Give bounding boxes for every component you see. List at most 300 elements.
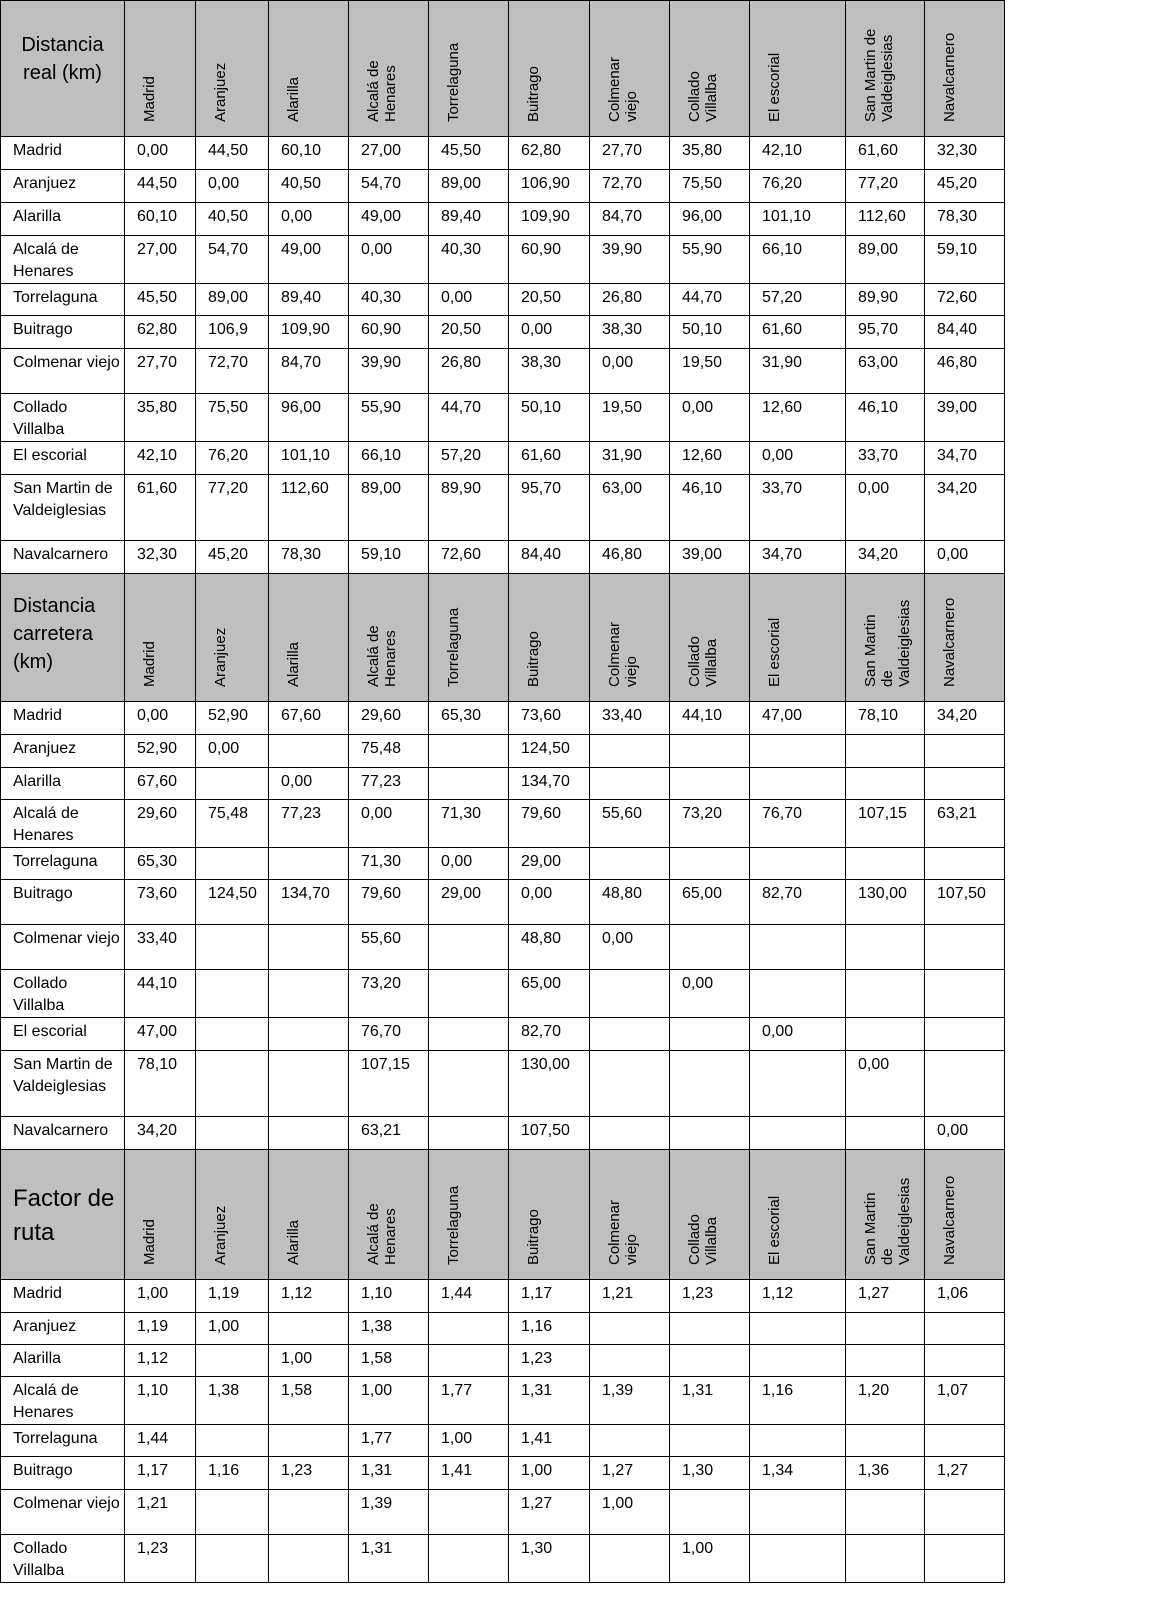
table-cell: 20,50 xyxy=(429,316,509,349)
table-cell: 0,00 xyxy=(670,394,750,442)
row-label: Navalcarnero xyxy=(1,1117,125,1150)
row-label: Collado Villalba xyxy=(1,970,125,1018)
table-cell: 27,70 xyxy=(125,349,196,394)
table-cell: 27,00 xyxy=(125,236,196,284)
section-header-row xyxy=(1,1150,1005,1280)
table-cell: 39,00 xyxy=(925,394,1005,442)
table-cell: 1,21 xyxy=(125,1490,196,1535)
table-cell xyxy=(269,1313,349,1345)
table-cell xyxy=(750,1051,846,1117)
row-label: San Martin de Valdeiglesias xyxy=(1,1051,125,1117)
table-cell: 106,9 xyxy=(196,316,269,349)
row-label: Buitrago xyxy=(1,316,125,349)
table-cell: 27,00 xyxy=(349,137,429,170)
column-header-line: El escorial xyxy=(766,52,783,122)
table-cell: 89,90 xyxy=(429,475,509,541)
table-cell: 1,44 xyxy=(125,1425,196,1457)
table-cell: 34,20 xyxy=(125,1117,196,1150)
table-cell: 1,12 xyxy=(125,1345,196,1377)
column-header-line: Aranjuez xyxy=(212,627,229,687)
table-cell: 0,00 xyxy=(670,970,750,1018)
table-cell: 1,00 xyxy=(196,1313,269,1345)
table-cell: 1,00 xyxy=(670,1535,750,1583)
table-cell: 55,90 xyxy=(349,394,429,442)
table-cell xyxy=(846,1018,925,1051)
table-cell xyxy=(670,1018,750,1051)
table-cell xyxy=(196,768,269,800)
table-cell: 33,40 xyxy=(125,925,196,970)
column-header-alcala-de-henares xyxy=(349,574,429,702)
table-row xyxy=(1,316,1005,349)
table-cell: 39,00 xyxy=(670,541,750,574)
table-cell: 112,60 xyxy=(269,475,349,541)
table-cell: 67,60 xyxy=(269,702,349,735)
table-cell xyxy=(196,1117,269,1150)
table-cell: 1,39 xyxy=(590,1377,670,1425)
table-cell: 57,20 xyxy=(429,442,509,475)
column-header-el-escorial xyxy=(750,574,846,702)
section-header-row xyxy=(1,574,1005,702)
table-cell: 79,60 xyxy=(349,880,429,925)
table-cell: 44,10 xyxy=(670,702,750,735)
table-cell: 0,00 xyxy=(269,768,349,800)
table-cell: 0,00 xyxy=(196,735,269,768)
table-cell xyxy=(670,1490,750,1535)
column-header-madrid xyxy=(125,1150,196,1280)
column-header-line: San Martin de xyxy=(862,28,879,122)
table-cell: 107,15 xyxy=(349,1051,429,1117)
table-cell xyxy=(750,925,846,970)
table-cell: 0,00 xyxy=(429,284,509,316)
table-cell: 38,30 xyxy=(509,349,590,394)
column-header-navalcarnero xyxy=(925,574,1005,702)
column-header-buitrago xyxy=(509,574,590,702)
table-cell: 89,00 xyxy=(429,170,509,203)
table-cell: 1,31 xyxy=(509,1377,590,1425)
table-cell: 1,38 xyxy=(349,1313,429,1345)
table-cell: 101,10 xyxy=(269,442,349,475)
table-cell xyxy=(429,1051,509,1117)
table-cell xyxy=(670,768,750,800)
table-cell: 84,70 xyxy=(269,349,349,394)
table-cell: 1,19 xyxy=(125,1313,196,1345)
table-cell: 134,70 xyxy=(509,768,590,800)
table-cell: 45,20 xyxy=(925,170,1005,203)
table-cell: 47,00 xyxy=(750,702,846,735)
table-row xyxy=(1,1457,1005,1490)
row-label: Alarilla xyxy=(1,203,125,236)
table-cell xyxy=(925,970,1005,1018)
table-cell: 1,12 xyxy=(750,1280,846,1313)
column-header-alarilla xyxy=(269,1150,349,1280)
table-row xyxy=(1,702,1005,735)
table-cell: 40,50 xyxy=(196,203,269,236)
table-cell xyxy=(196,1490,269,1535)
column-header-line: Buitrago xyxy=(525,66,542,122)
table-cell: 89,40 xyxy=(269,284,349,316)
table-row xyxy=(1,848,1005,880)
table-cell: 1,58 xyxy=(269,1377,349,1425)
table-cell xyxy=(429,1117,509,1150)
column-header-line: Navalcarnero xyxy=(941,32,958,122)
table-cell: 44,50 xyxy=(196,137,269,170)
column-header-line: Valdeiglesias xyxy=(896,1177,913,1265)
table-row xyxy=(1,442,1005,475)
table-cell: 61,60 xyxy=(846,137,925,170)
table-cell: 96,00 xyxy=(670,203,750,236)
row-label: El escorial xyxy=(1,1018,125,1051)
column-header-line: Aranjuez xyxy=(212,1205,229,1265)
table-cell: 89,00 xyxy=(196,284,269,316)
row-label: Alcalá de Henares xyxy=(1,236,125,284)
table-cell: 49,00 xyxy=(349,203,429,236)
row-label: Torrelaguna xyxy=(1,848,125,880)
row-label: Buitrago xyxy=(1,1457,125,1490)
column-header-line: Collado xyxy=(686,636,703,687)
table-cell xyxy=(750,735,846,768)
column-header-line: Madrid xyxy=(141,1219,158,1265)
table-cell: 32,30 xyxy=(125,541,196,574)
table-row xyxy=(1,768,1005,800)
table-cell: 78,10 xyxy=(846,702,925,735)
table-cell: 0,00 xyxy=(925,1117,1005,1150)
column-header-line: Torrelaguna xyxy=(445,42,462,122)
table-cell: 101,10 xyxy=(750,203,846,236)
table-row xyxy=(1,1018,1005,1051)
table-cell: 34,70 xyxy=(925,442,1005,475)
table-cell xyxy=(925,1425,1005,1457)
table-cell: 1,38 xyxy=(196,1377,269,1425)
table-cell: 73,20 xyxy=(670,800,750,848)
table-cell xyxy=(429,1535,509,1583)
table-cell xyxy=(750,970,846,1018)
table-cell xyxy=(590,1018,670,1051)
column-header-line: Alarilla xyxy=(285,641,302,687)
table-cell xyxy=(750,848,846,880)
table-cell: 54,70 xyxy=(349,170,429,203)
table-cell: 84,40 xyxy=(509,541,590,574)
table-cell: 59,10 xyxy=(925,236,1005,284)
table-cell: 1,21 xyxy=(590,1280,670,1313)
row-label: Madrid xyxy=(1,1280,125,1313)
table-cell: 76,20 xyxy=(196,442,269,475)
table-cell: 124,50 xyxy=(509,735,590,768)
column-header-collado-villalba xyxy=(670,1,750,137)
table-cell xyxy=(269,1018,349,1051)
table-row xyxy=(1,1425,1005,1457)
table-cell xyxy=(590,970,670,1018)
column-header-line: Colmenar xyxy=(606,56,623,122)
table-cell: 26,80 xyxy=(429,349,509,394)
table-cell: 63,21 xyxy=(925,800,1005,848)
column-header-line: Valdeiglesias xyxy=(896,599,913,687)
table-cell: 50,10 xyxy=(670,316,750,349)
table-cell xyxy=(269,970,349,1018)
table-cell xyxy=(750,1117,846,1150)
table-cell xyxy=(846,735,925,768)
table-cell xyxy=(429,735,509,768)
column-header-buitrago xyxy=(509,1,590,137)
table-cell xyxy=(750,1490,846,1535)
table-cell xyxy=(196,1345,269,1377)
table-cell xyxy=(429,925,509,970)
table-cell xyxy=(925,1535,1005,1583)
table-cell: 59,10 xyxy=(349,541,429,574)
row-label: Torrelaguna xyxy=(1,1425,125,1457)
table-cell: 54,70 xyxy=(196,236,269,284)
column-header-colmenar-viejo xyxy=(590,1,670,137)
table-cell xyxy=(590,735,670,768)
table-cell: 77,23 xyxy=(349,768,429,800)
column-header-line: Alarilla xyxy=(285,1219,302,1265)
table-row xyxy=(1,1280,1005,1313)
table-cell: 44,10 xyxy=(125,970,196,1018)
column-header-line: de xyxy=(879,670,896,687)
table-cell: 1,44 xyxy=(429,1280,509,1313)
table-row xyxy=(1,1377,1005,1425)
table-cell xyxy=(925,1345,1005,1377)
table-row xyxy=(1,970,1005,1018)
table-cell: 33,40 xyxy=(590,702,670,735)
table-cell: 1,19 xyxy=(196,1280,269,1313)
column-header-line: Henares xyxy=(382,630,399,687)
table-cell: 130,00 xyxy=(846,880,925,925)
table-cell xyxy=(196,970,269,1018)
table-cell: 31,90 xyxy=(590,442,670,475)
table-cell: 76,70 xyxy=(750,800,846,848)
table-cell: 1,27 xyxy=(509,1490,590,1535)
row-label: Alcalá de Henares xyxy=(1,800,125,848)
table-cell xyxy=(670,925,750,970)
table-cell: 1,30 xyxy=(670,1457,750,1490)
table-cell: 19,50 xyxy=(670,349,750,394)
table-row xyxy=(1,137,1005,170)
table-cell xyxy=(269,1051,349,1117)
row-label: Aranjuez xyxy=(1,1313,125,1345)
row-label: Colmenar viejo xyxy=(1,1490,125,1535)
row-label: Collado Villalba xyxy=(1,1535,125,1583)
table-cell: 33,70 xyxy=(750,475,846,541)
table-cell: 0,00 xyxy=(125,137,196,170)
table-cell: 1,39 xyxy=(349,1490,429,1535)
column-header-line: Colmenar xyxy=(606,1199,623,1265)
table-cell: 89,40 xyxy=(429,203,509,236)
table-cell: 29,60 xyxy=(349,702,429,735)
table-cell: 0,00 xyxy=(925,541,1005,574)
table-cell xyxy=(196,1051,269,1117)
table-cell: 0,00 xyxy=(750,442,846,475)
table-cell xyxy=(670,1051,750,1117)
table-cell: 1,30 xyxy=(509,1535,590,1583)
table-cell: 124,50 xyxy=(196,880,269,925)
table-cell: 52,90 xyxy=(196,702,269,735)
table-cell: 1,23 xyxy=(125,1535,196,1583)
column-header-torrelaguna xyxy=(429,1150,509,1280)
table-cell: 89,00 xyxy=(846,236,925,284)
table-cell xyxy=(925,1313,1005,1345)
column-header-madrid xyxy=(125,574,196,702)
table-cell: 84,70 xyxy=(590,203,670,236)
table-cell: 107,15 xyxy=(846,800,925,848)
table-cell xyxy=(429,1490,509,1535)
table-cell: 40,30 xyxy=(349,284,429,316)
table-cell xyxy=(590,1051,670,1117)
row-label: Alarilla xyxy=(1,768,125,800)
table-cell xyxy=(590,1425,670,1457)
column-header-san-martin-de-valdeiglesias xyxy=(846,1150,925,1280)
column-header-line: Torrelaguna xyxy=(445,1185,462,1265)
table-cell: 67,60 xyxy=(125,768,196,800)
table-cell xyxy=(429,1018,509,1051)
table-cell: 55,60 xyxy=(349,925,429,970)
table-cell: 40,30 xyxy=(429,236,509,284)
column-header-line: viejo xyxy=(623,656,640,687)
column-header-line: Henares xyxy=(382,65,399,122)
table-cell: 65,00 xyxy=(509,970,590,1018)
table-cell: 42,10 xyxy=(750,137,846,170)
row-label: Colmenar viejo xyxy=(1,349,125,394)
table-cell xyxy=(269,1490,349,1535)
table-cell xyxy=(590,1117,670,1150)
table-cell: 78,10 xyxy=(125,1051,196,1117)
table-cell xyxy=(269,1425,349,1457)
column-header-aranjuez xyxy=(196,1150,269,1280)
table-cell: 109,90 xyxy=(509,203,590,236)
table-cell: 60,10 xyxy=(125,203,196,236)
table-cell: 1,00 xyxy=(590,1490,670,1535)
table-cell xyxy=(590,1345,670,1377)
row-label: El escorial xyxy=(1,442,125,475)
table-cell xyxy=(846,925,925,970)
table-cell: 1,06 xyxy=(925,1280,1005,1313)
column-header-colmenar-viejo xyxy=(590,1150,670,1280)
table-cell xyxy=(846,768,925,800)
table-cell: 1,27 xyxy=(925,1457,1005,1490)
table-row xyxy=(1,475,1005,541)
column-header-line: Valdeiglesias xyxy=(879,34,896,122)
table-cell: 82,70 xyxy=(509,1018,590,1051)
column-header-navalcarnero xyxy=(925,1,1005,137)
table-cell: 0,00 xyxy=(125,702,196,735)
table-cell: 61,60 xyxy=(125,475,196,541)
table-cell xyxy=(925,768,1005,800)
table-cell xyxy=(925,1490,1005,1535)
table-cell: 29,60 xyxy=(125,800,196,848)
table-cell: 55,60 xyxy=(590,800,670,848)
column-header-navalcarnero xyxy=(925,1150,1005,1280)
row-label: Navalcarnero xyxy=(1,541,125,574)
table-cell: 29,00 xyxy=(509,848,590,880)
table-cell: 65,30 xyxy=(429,702,509,735)
table-cell: 95,70 xyxy=(509,475,590,541)
table-cell: 84,40 xyxy=(925,316,1005,349)
table-cell: 72,60 xyxy=(429,541,509,574)
column-header-torrelaguna xyxy=(429,1,509,137)
table-cell xyxy=(429,1345,509,1377)
table-row xyxy=(1,170,1005,203)
column-header-alarilla xyxy=(269,574,349,702)
table-row xyxy=(1,541,1005,574)
table-cell: 46,80 xyxy=(925,349,1005,394)
table-cell: 45,50 xyxy=(125,284,196,316)
table-cell: 1,27 xyxy=(590,1457,670,1490)
table-cell: 1,77 xyxy=(349,1425,429,1457)
table-cell: 61,60 xyxy=(509,442,590,475)
table-cell xyxy=(269,1117,349,1150)
table-row xyxy=(1,800,1005,848)
table-cell xyxy=(590,768,670,800)
table-cell: 29,00 xyxy=(429,880,509,925)
column-header-line: Aranjuez xyxy=(212,62,229,122)
table-cell xyxy=(925,848,1005,880)
table-cell: 52,90 xyxy=(125,735,196,768)
column-header-line: Henares xyxy=(382,1208,399,1265)
column-header-aranjuez xyxy=(196,1,269,137)
table-row xyxy=(1,1051,1005,1117)
table-row xyxy=(1,1490,1005,1535)
table-cell: 72,70 xyxy=(196,349,269,394)
column-header-line: de xyxy=(879,1248,896,1265)
table-cell xyxy=(925,925,1005,970)
table-cell: 1,07 xyxy=(925,1377,1005,1425)
section-title: Distancia real (km) xyxy=(1,1,125,137)
column-header-line: Buitrago xyxy=(525,1209,542,1265)
table-cell: 79,60 xyxy=(509,800,590,848)
table-cell: 46,10 xyxy=(670,475,750,541)
table-cell: 48,80 xyxy=(590,880,670,925)
table-row xyxy=(1,203,1005,236)
table-cell: 1,16 xyxy=(750,1377,846,1425)
table-cell: 50,10 xyxy=(509,394,590,442)
row-label: Alarilla xyxy=(1,1345,125,1377)
table-cell: 71,30 xyxy=(429,800,509,848)
column-header-alcala-de-henares xyxy=(349,1,429,137)
table-cell xyxy=(925,735,1005,768)
table-cell: 77,23 xyxy=(269,800,349,848)
table-cell: 73,60 xyxy=(125,880,196,925)
row-label: Colmenar viejo xyxy=(1,925,125,970)
table-cell xyxy=(269,925,349,970)
column-header-line: Villalba xyxy=(703,638,720,687)
table-cell: 1,58 xyxy=(349,1345,429,1377)
column-header-torrelaguna xyxy=(429,574,509,702)
table-cell: 39,90 xyxy=(590,236,670,284)
table-cell xyxy=(925,1051,1005,1117)
table-cell: 1,16 xyxy=(509,1313,590,1345)
table-cell xyxy=(670,1117,750,1150)
table-cell: 89,90 xyxy=(846,284,925,316)
table-cell xyxy=(925,1018,1005,1051)
table-cell: 60,90 xyxy=(509,236,590,284)
table-cell: 0,00 xyxy=(846,1051,925,1117)
table-row xyxy=(1,1535,1005,1583)
table-cell xyxy=(670,1425,750,1457)
column-header-line: Alcalá de xyxy=(365,60,382,122)
table-cell: 27,70 xyxy=(590,137,670,170)
table-cell: 44,70 xyxy=(429,394,509,442)
table-cell: 1,20 xyxy=(846,1377,925,1425)
table-cell: 1,36 xyxy=(846,1457,925,1490)
table-cell xyxy=(670,848,750,880)
column-header-line: Villalba xyxy=(703,73,720,122)
table-cell: 20,50 xyxy=(509,284,590,316)
table-cell: 0,00 xyxy=(846,475,925,541)
table-cell: 34,20 xyxy=(925,475,1005,541)
table-cell xyxy=(750,1535,846,1583)
table-cell xyxy=(590,1313,670,1345)
column-header-line: El escorial xyxy=(766,617,783,687)
column-header-collado-villalba xyxy=(670,574,750,702)
